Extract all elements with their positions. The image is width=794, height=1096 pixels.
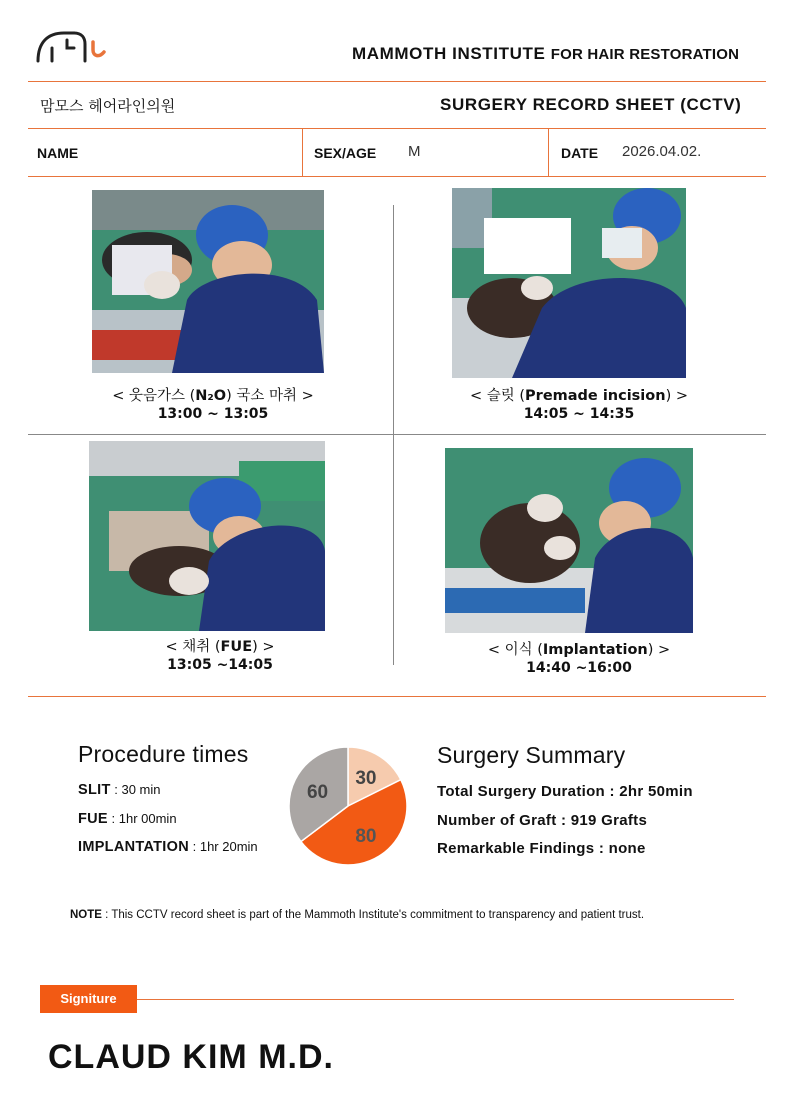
summary-findings: Remarkable Findings : none bbox=[437, 840, 646, 857]
pie-label: 60 bbox=[306, 781, 329, 803]
surgery-summary-title: Surgery Summary bbox=[437, 742, 626, 768]
sheet-title: SURGERY RECORD SHEET (CCTV) bbox=[440, 95, 742, 114]
procedure-pie-chart bbox=[287, 745, 409, 867]
divider bbox=[28, 176, 766, 177]
divider bbox=[28, 81, 766, 82]
name-label: NAME bbox=[37, 145, 79, 161]
grid-divider bbox=[28, 434, 766, 435]
note: NOTE : This CCTV record sheet is part of the Mammoth Institute's commitment to transparency and patient trust. bbox=[70, 909, 645, 921]
procedure-row-implantation: IMPLANTATION : 1hr 20min bbox=[78, 839, 258, 855]
grid-divider bbox=[393, 205, 394, 665]
institute-name: MAMMOTH INSTITUTE FOR HAIR RESTORATION bbox=[352, 44, 740, 63]
caption-anesthesia: < 웃음가스 (N₂O) 국소 마취 > 13:00 ~ 13:05 bbox=[112, 388, 314, 422]
date-value: 2026.04.02. bbox=[622, 143, 702, 160]
divider bbox=[28, 696, 766, 697]
cctv-photo-fue bbox=[89, 441, 325, 631]
cctv-photo-slit bbox=[452, 188, 686, 378]
procedure-times-title: Procedure times bbox=[78, 741, 249, 767]
signature-line bbox=[137, 999, 734, 1000]
procedure-row-slit: SLIT : 30 min bbox=[78, 782, 161, 798]
cctv-photo-implantation bbox=[445, 448, 693, 633]
summary-duration: Total Surgery Duration : 2hr 50min bbox=[437, 783, 693, 800]
sexage-label: SEX/AGE bbox=[314, 145, 377, 161]
caption-implantation: < 이식 (Implantation) > 14:40 ~16:00 bbox=[487, 642, 671, 676]
procedure-row-fue: FUE : 1hr 00min bbox=[78, 811, 177, 827]
redaction-box bbox=[484, 218, 571, 274]
pie-label: 30 bbox=[355, 768, 377, 790]
pie-label: 80 bbox=[355, 825, 377, 847]
mammoth-logo bbox=[36, 28, 108, 69]
field-separator bbox=[548, 129, 549, 176]
signature-label: Signiture bbox=[40, 985, 137, 1013]
sexage-value: M bbox=[408, 143, 421, 160]
divider bbox=[28, 128, 766, 129]
summary-grafts: Number of Graft : 919 Grafts bbox=[437, 812, 648, 829]
field-separator bbox=[302, 129, 303, 176]
doctor-name: CLAUD KIM M.D. bbox=[48, 1038, 334, 1076]
caption-slit: < 슬릿 (Premade incision) > 14:05 ~ 14:35 bbox=[470, 388, 688, 422]
caption-fue: < 채취 (FUE) > 13:05 ~14:05 bbox=[165, 639, 275, 673]
cctv-photo-anesthesia bbox=[92, 190, 324, 373]
date-label: DATE bbox=[561, 145, 599, 161]
clinic-korean-name: 맘모스 헤어라인의원 bbox=[40, 97, 176, 115]
